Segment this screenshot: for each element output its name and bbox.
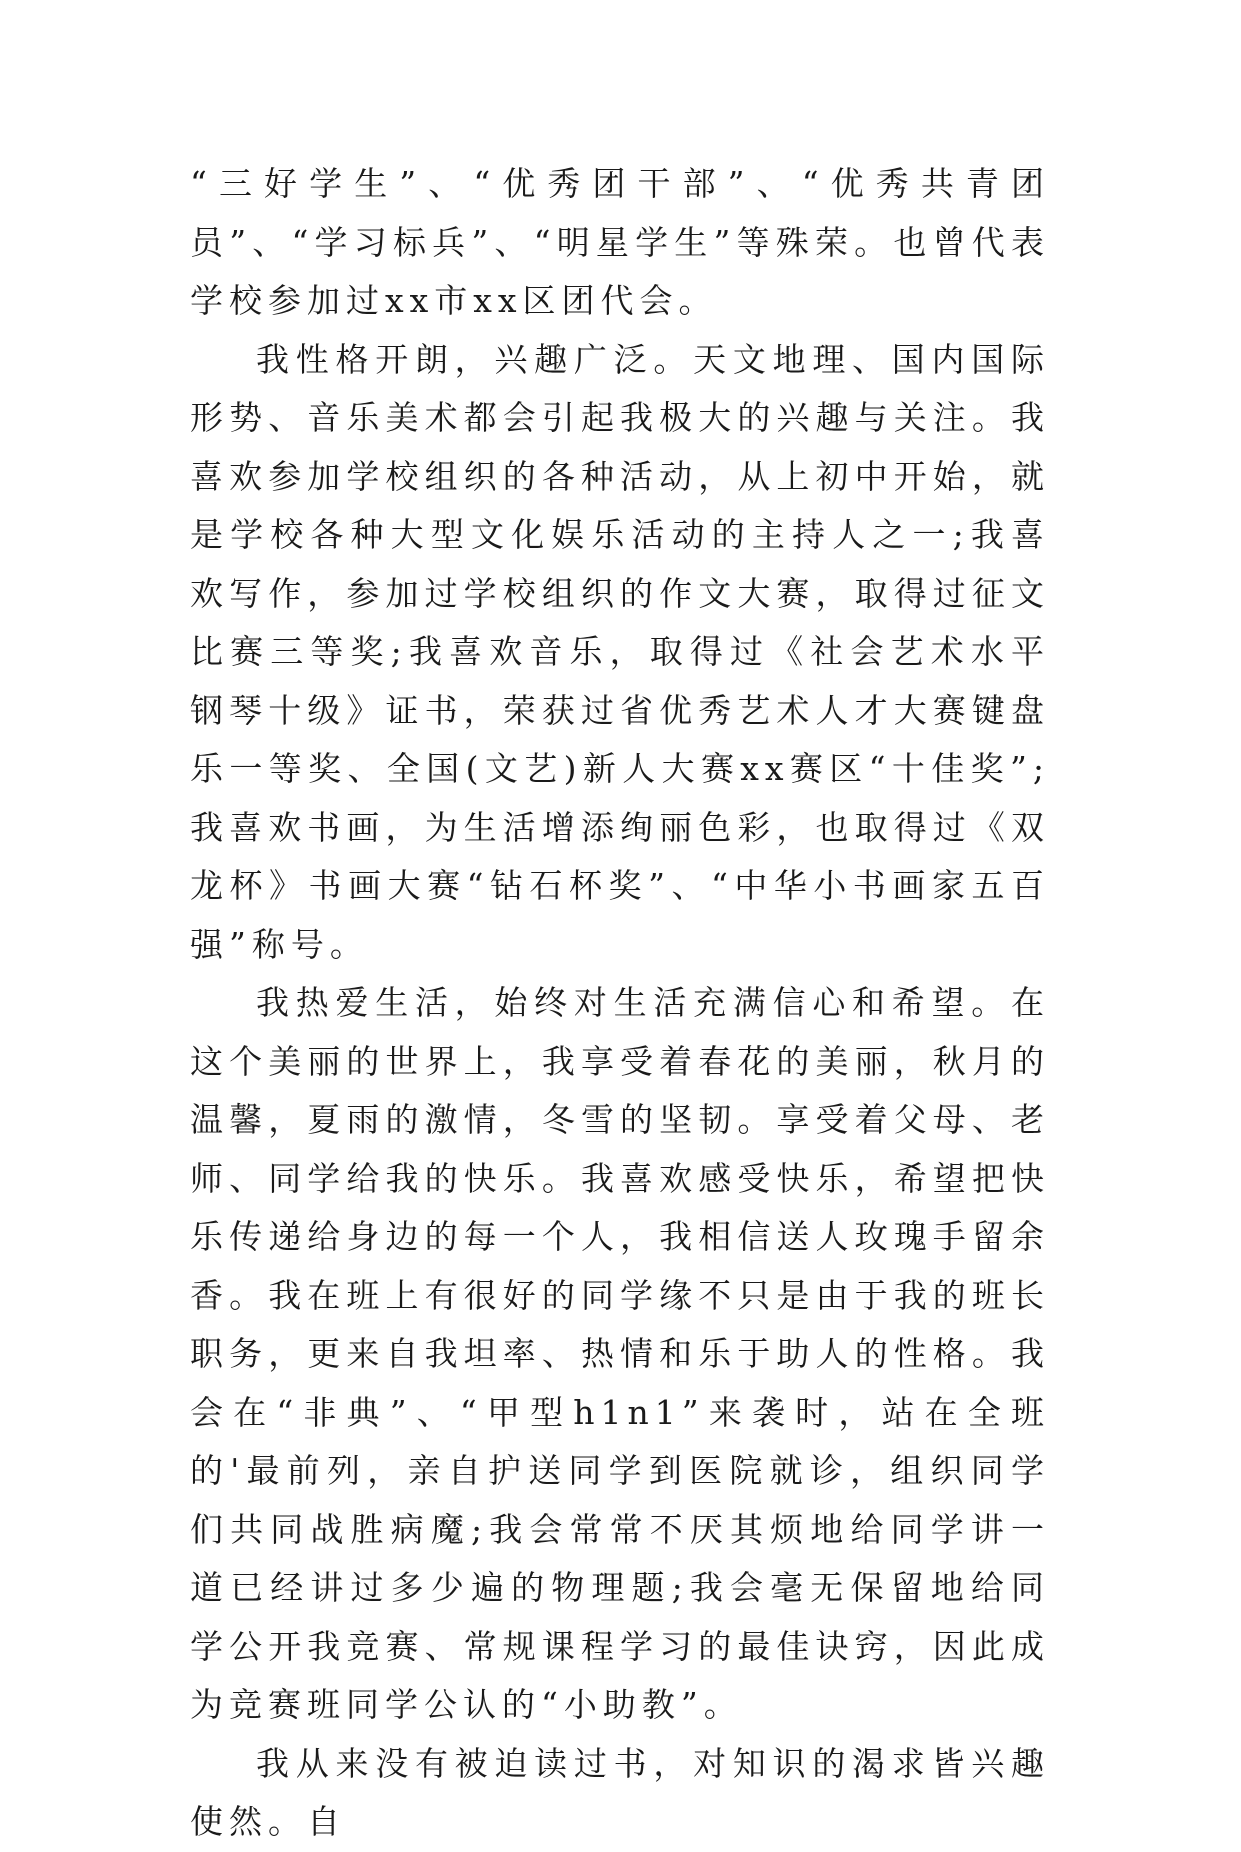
paragraph-interests: 我性格开朗，兴趣广泛。天文地理、国内国际形势、音乐美术都会引起我极大的兴趣与关注。我喜欢参加学校组织的各种活动，从上初中开始，就是学校各种大型文化娱乐活动的主持人之一;我喜欢写作，参加过学校组织的作文大赛，取得过征文比赛三等奖;我喜欢音乐，取得过《社会艺术水平钢琴十级》证书，荣获过省优秀艺术人才大赛键盘乐一等奖、全国(文艺)新人大赛xx赛区“十佳奖”;我喜欢书画，为生活增添绚丽色彩，也取得过《双龙杯》书画大赛“钻石杯奖”、“中华小书画家五百强”称号。 [190, 339, 1050, 964]
paragraph-learning: 我从来没有被迫读过书，对知识的渴求皆兴趣使然。自 [190, 1743, 1050, 1841]
paragraph-life: 我热爱生活，始终对生活充满信心和希望。在这个美丽的世界上，我享受着春花的美丽，秋月的温馨，夏雨的激情，冬雪的坚韧。享受着父母、老师、同学给我的快乐。我喜欢感受快乐，希望把快乐传递给身边的每一个人，我相信送人玫瑰手留余香。我在班上有很好的同学缘不只是由于我的班长职务，更来自我坦率、热情和乐于助人的性格。我会在“非典”、“甲型h1n1”来袭时，站在全班的'最前列，亲自护送同学到医院就诊，组织同学们共同战胜病魔;我会常常不厌其烦地给同学讲一道已经讲过多少遍的物理题;我会毫无保留地给同学公开我竞赛、常规课程学习的最佳诀窍，因此成为竞赛班同学公认的“小助教”。 [190, 983, 1050, 1724]
document-body [190, 155, 1050, 1852]
paragraph-continuation: “三好学生”、“优秀团干部”、“优秀共青团员”、“学习标兵”、“明星学生”等殊荣。也曾代表学校参加过xx市xx区团代会。 [190, 164, 1050, 320]
